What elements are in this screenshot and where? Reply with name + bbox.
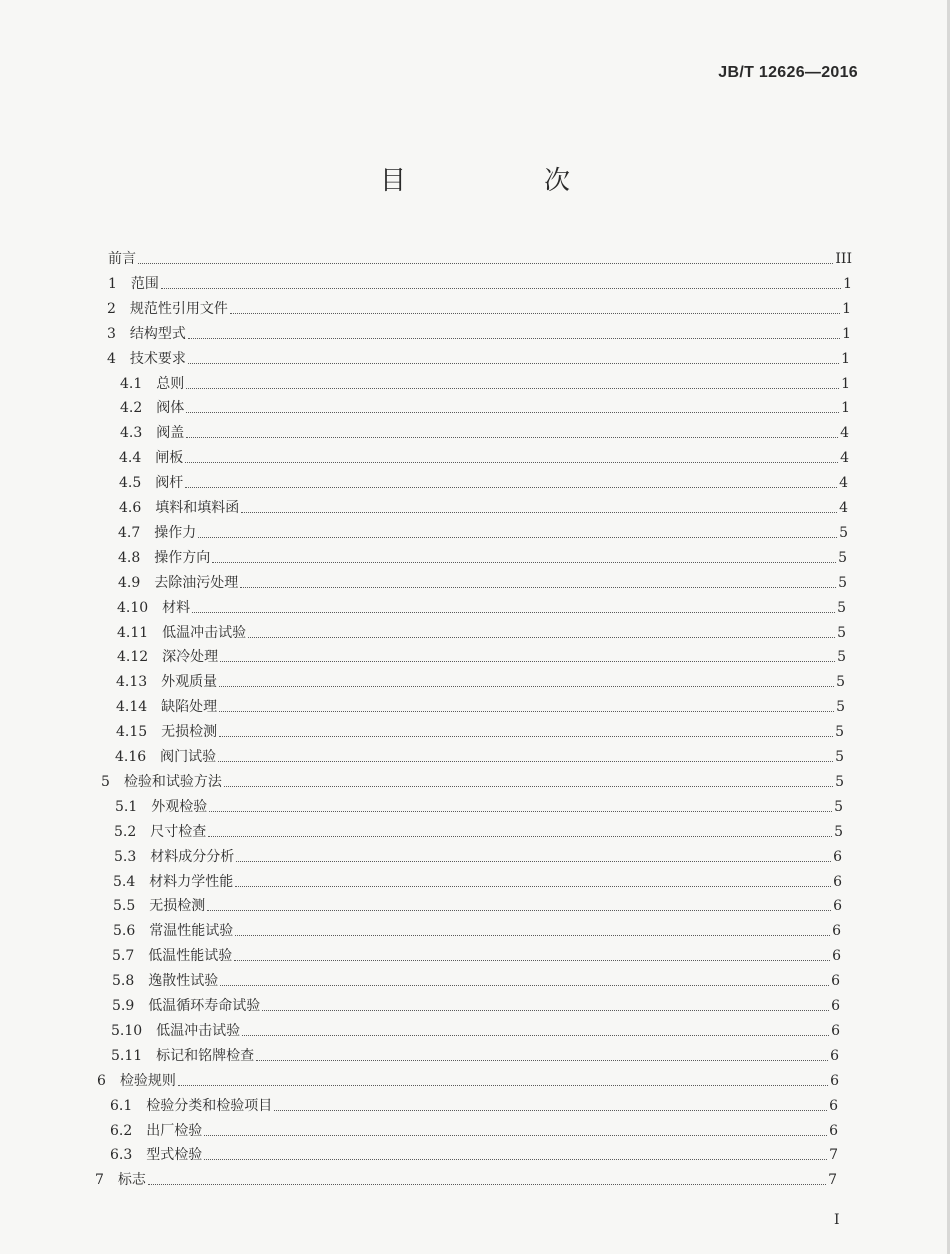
dot-leader (208, 836, 832, 837)
toc-entry-title: 前言 (108, 251, 136, 267)
toc-entry-page: 6 (830, 1072, 839, 1089)
toc-entry[interactable] (117, 622, 846, 642)
toc-entry-title: 材料力学性能 (149, 873, 234, 890)
toc-entry-number: 4.3 (120, 425, 143, 442)
toc-entry[interactable] (119, 472, 848, 492)
toc-entry-title: 检验规则 (119, 1072, 176, 1089)
toc-entry-page: 6 (832, 948, 841, 965)
toc-entry-page: 5 (839, 524, 848, 541)
toc-entry-page: 6 (833, 873, 842, 890)
toc-entry-title: 技术要求 (129, 350, 186, 367)
dot-leader (161, 288, 841, 289)
toc-entry-number: 7 (95, 1172, 104, 1189)
toc-entry-page: 6 (831, 1022, 840, 1039)
toc-entry-page: 5 (835, 749, 844, 765)
toc-entry-number: 5.8 (112, 973, 135, 990)
toc-entry-number: 5.9 (112, 998, 135, 1014)
toc-entry-number: 4.1 (120, 375, 143, 392)
toc-entry-number: 6.3 (110, 1147, 133, 1164)
toc-entry-page: 1 (841, 375, 850, 392)
toc-entry[interactable] (120, 397, 850, 417)
toc-entry[interactable] (119, 447, 849, 467)
page-title: 目 次 (379, 166, 626, 196)
toc-entry-title: 规范性引用文件 (129, 300, 228, 317)
dot-leader (188, 338, 840, 339)
dot-leader (274, 1110, 827, 1111)
toc-entry-title: 总则 (156, 375, 185, 392)
toc-entry-page: 6 (830, 1047, 839, 1064)
toc-entry-page: 5 (838, 549, 847, 566)
toc-entry-number: 4.14 (116, 699, 148, 716)
toc-entry-number: 5.11 (111, 1047, 143, 1064)
toc-entry-number: 4.6 (119, 500, 142, 516)
dot-leader (209, 811, 832, 812)
toc-entry-title: 外观检验 (151, 798, 208, 815)
toc-entry-number: 1 (108, 275, 117, 292)
toc-entry[interactable] (114, 821, 843, 841)
toc-entry-page: 6 (833, 848, 842, 865)
toc-entry[interactable] (107, 348, 850, 368)
toc-entry-page: 6 (832, 923, 841, 940)
toc-entry[interactable] (112, 995, 840, 1015)
toc-entry-page: 5 (838, 574, 847, 591)
toc-entry-number: 4.16 (115, 749, 147, 765)
toc-entry-page: 4 (839, 475, 848, 492)
dot-leader (192, 612, 835, 613)
toc-entry[interactable] (118, 522, 848, 542)
toc-entry-title: 操作方向 (154, 549, 211, 566)
toc-entry-title: 外观质量 (161, 674, 218, 691)
toc-entry-page: 1 (841, 400, 850, 417)
toc-entry[interactable] (113, 920, 841, 940)
toc-entry[interactable] (113, 895, 842, 915)
toc-entry-number: 4 (107, 350, 116, 367)
toc-entry-page: 5 (837, 599, 846, 616)
toc-entry-number: 4.2 (120, 400, 143, 417)
toc-entry[interactable] (116, 671, 845, 691)
toc-entry[interactable] (115, 746, 844, 766)
toc-entry[interactable] (108, 273, 852, 293)
toc-entry-number: 5.1 (115, 798, 138, 815)
toc-entry-page: 5 (835, 724, 844, 741)
toc-entry-title: 尺寸检查 (150, 823, 207, 840)
dot-leader (186, 412, 839, 413)
toc-entry[interactable] (112, 945, 841, 965)
dot-leader (218, 761, 833, 762)
toc-entry-page: 1 (843, 275, 852, 292)
dot-leader (185, 487, 837, 488)
toc-entry[interactable] (114, 846, 842, 866)
toc-entry[interactable] (117, 646, 846, 666)
toc-entry-title: 低温循环寿命试验 (148, 998, 261, 1014)
toc-entry-page: 4 (840, 450, 849, 467)
toc-entry-number: 6.2 (110, 1122, 133, 1139)
toc-entry-number: 4.7 (118, 524, 141, 541)
toc-entry-title: 结构型式 (129, 325, 186, 342)
dot-leader (236, 861, 831, 862)
toc-entry-title: 材料 (162, 599, 191, 616)
toc-entry[interactable] (101, 771, 844, 791)
toc-entry-title: 填料和填料函 (155, 500, 240, 516)
dot-leader (138, 263, 833, 264)
toc-entry[interactable] (110, 1144, 838, 1164)
toc-entry-page: 6 (829, 1097, 838, 1114)
toc-entry-page: 6 (831, 973, 840, 990)
toc-entry-number: 5.2 (114, 823, 137, 840)
dot-leader (186, 388, 839, 389)
toc-entry-title: 标记和铭牌检查 (156, 1047, 255, 1064)
toc-entry[interactable] (115, 796, 843, 816)
dot-leader (207, 910, 831, 911)
dot-leader (219, 711, 834, 712)
toc-entry-title: 阀盖 (156, 425, 185, 442)
toc-entry[interactable] (116, 721, 844, 741)
dot-leader (220, 661, 835, 662)
toc-entry-page: 6 (833, 898, 842, 915)
toc-entry-number: 6 (97, 1072, 106, 1089)
toc-entry-number: 4.11 (117, 624, 149, 641)
dot-leader (185, 462, 838, 463)
toc-entry[interactable] (110, 1095, 838, 1115)
toc-entry-number: 5 (101, 773, 110, 790)
toc-entry[interactable] (95, 1169, 837, 1189)
toc-entry-title: 闸板 (155, 450, 184, 467)
toc-entry-number: 5.3 (114, 848, 137, 865)
toc-entry-page: 5 (836, 699, 845, 716)
toc-entry-number: 4.5 (119, 475, 142, 492)
toc-entry-title: 缺陷处理 (161, 699, 218, 716)
dot-leader (204, 1159, 827, 1160)
dot-leader (240, 587, 836, 588)
dot-leader (248, 637, 835, 638)
toc-entry-title: 范围 (130, 275, 159, 292)
toc-entry[interactable] (120, 422, 849, 442)
toc-entry-title: 检验分类和检验项目 (146, 1097, 273, 1114)
toc-entry-page: 5 (835, 773, 844, 790)
page-number: I (834, 1212, 840, 1228)
dot-leader (188, 363, 839, 364)
toc-entry[interactable] (108, 248, 852, 268)
toc-entry-title: 阀门试验 (160, 749, 217, 765)
toc-entry-title: 检验和试验方法 (123, 773, 222, 790)
toc-entry-page: III (835, 251, 852, 267)
dot-leader (235, 886, 831, 887)
toc-entry-title: 深冷处理 (162, 649, 219, 666)
toc-entry-page: 6 (831, 998, 840, 1014)
toc-entry[interactable] (120, 373, 850, 393)
dot-leader (235, 935, 830, 936)
toc-entry-page: 5 (836, 674, 845, 691)
toc-entry-number: 4.12 (117, 649, 149, 666)
toc-entry[interactable] (97, 1070, 839, 1090)
dot-leader (178, 1085, 828, 1086)
toc-entry-number: 4.13 (116, 674, 148, 691)
toc-entry-number: 5.10 (111, 1022, 143, 1039)
toc-entry-number: 6.1 (110, 1097, 133, 1114)
dot-leader (219, 686, 834, 687)
toc-entry-title: 型式检验 (146, 1147, 203, 1164)
toc-entry-title: 操作力 (154, 524, 197, 541)
toc-entry-title: 去除油污处理 (154, 574, 239, 591)
toc-entry-page: 5 (837, 649, 846, 666)
toc-entry[interactable] (119, 497, 848, 517)
toc-entry-number: 4.8 (118, 549, 141, 566)
dot-leader (224, 786, 833, 787)
standard-code: JB/T 12626—2016 (718, 64, 858, 81)
toc-entry[interactable] (107, 298, 851, 318)
toc-entry-number: 4.4 (119, 450, 142, 467)
toc-entry-page: 1 (842, 325, 851, 342)
toc-entry[interactable] (117, 597, 846, 617)
toc-entry[interactable] (113, 871, 842, 891)
dot-leader (204, 1135, 827, 1136)
toc-entry-title: 标志 (117, 1172, 146, 1189)
toc-entry-number: 4.9 (118, 574, 141, 591)
toc-entry-title: 低温性能试验 (148, 948, 233, 965)
toc-entry-page: 1 (842, 300, 851, 317)
toc-entry[interactable] (112, 970, 840, 990)
dot-leader (186, 437, 838, 438)
toc-entry[interactable] (107, 323, 851, 343)
dot-leader (148, 1184, 826, 1185)
toc-entry-page: 4 (839, 500, 848, 516)
toc-entry-page: 7 (828, 1172, 837, 1189)
toc-entry-title: 低温冲击试验 (162, 624, 247, 641)
toc-entry-title: 出厂检验 (146, 1122, 203, 1139)
dot-leader (241, 512, 837, 513)
toc-entry[interactable] (111, 1020, 840, 1040)
dot-leader (256, 1060, 828, 1061)
toc-entry[interactable] (118, 572, 847, 592)
toc-entry-title: 阀体 (156, 400, 185, 417)
toc-entry-number: 5.4 (113, 873, 136, 890)
toc-entry[interactable] (111, 1045, 839, 1065)
dot-leader (198, 537, 837, 538)
toc-entry-number: 3 (107, 325, 116, 342)
dot-leader (230, 313, 840, 314)
toc-entry-page: 5 (834, 798, 843, 815)
toc-entry-number: 2 (107, 300, 116, 317)
toc-entry[interactable] (118, 547, 847, 567)
toc-entry-page: 1 (841, 350, 850, 367)
toc-entry-number: 4.10 (117, 599, 149, 616)
dot-leader (220, 985, 829, 986)
toc-entry-page: 5 (834, 823, 843, 840)
toc-entry-title: 逸散性试验 (148, 973, 219, 990)
toc-entry-title: 无损检测 (161, 724, 218, 741)
dot-leader (242, 1035, 829, 1036)
toc-entry-number: 5.6 (113, 923, 136, 940)
toc-entry-title: 低温冲击试验 (156, 1022, 241, 1039)
toc-entry-number: 5.5 (113, 898, 136, 915)
toc-entry-page: 5 (837, 624, 846, 641)
toc-entry-title: 材料成分分析 (150, 848, 235, 865)
toc-entry-title: 常温性能试验 (149, 923, 234, 940)
toc-entry[interactable] (110, 1120, 838, 1140)
toc-entry-page: 7 (829, 1147, 838, 1164)
toc-entry[interactable] (116, 696, 845, 716)
toc-entry-number: 5.7 (112, 948, 135, 965)
toc-entry-page: 6 (829, 1122, 838, 1139)
dot-leader (212, 562, 836, 563)
toc-entry-title: 阀杆 (155, 475, 184, 492)
dot-leader (219, 736, 833, 737)
toc-entry-page: 4 (840, 425, 849, 442)
dot-leader (234, 960, 830, 961)
toc-entry-number: 4.15 (116, 724, 148, 741)
dot-leader (262, 1010, 829, 1011)
toc-entry-title: 无损检测 (149, 898, 206, 915)
